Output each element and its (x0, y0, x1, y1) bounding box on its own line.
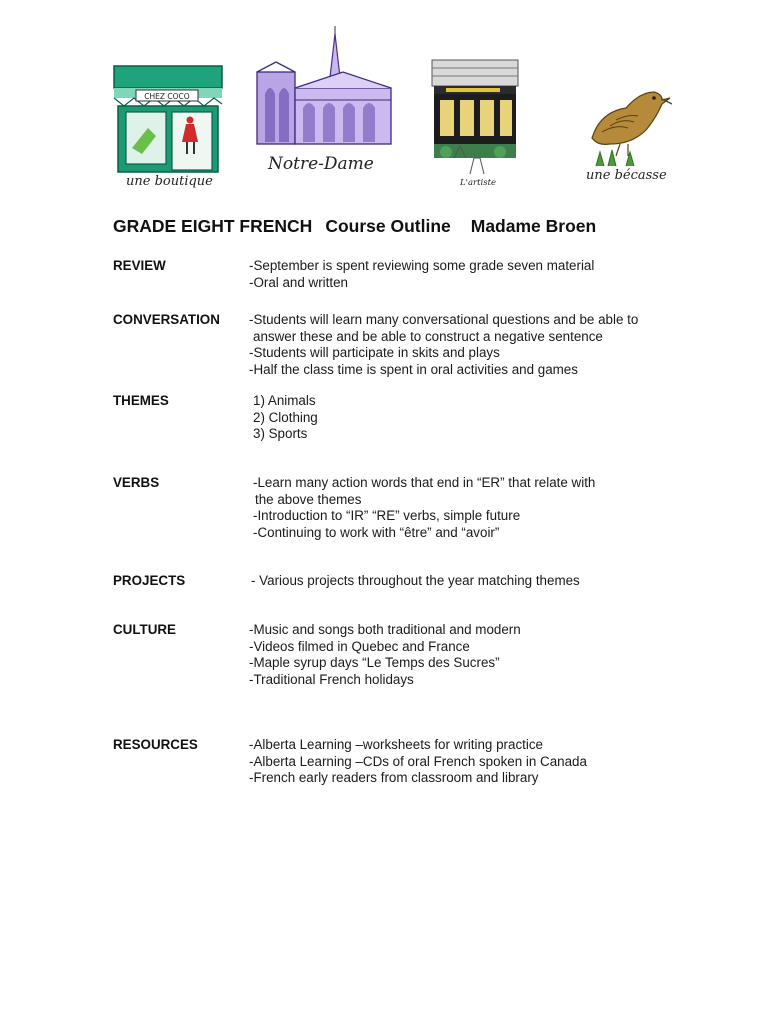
section-content-review (249, 258, 594, 291)
section-content-verbs (253, 475, 595, 541)
section-line: -Introduction to “IR” “RE” verbs, simple future (253, 508, 521, 524)
section-line: -Continuing to work with “être” and “avoir” (253, 524, 500, 540)
section-line: -Videos filmed in Quebec and France (249, 638, 470, 654)
section-line: -Music and songs both traditional and modern (249, 622, 521, 637)
section-line: 3) Sports (253, 426, 308, 442)
section-label-culture: CULTURE (113, 622, 176, 637)
section-line: -French early readers from classroom and library (249, 770, 539, 786)
section-label-review: REVIEW (113, 258, 166, 273)
section-line: -Oral and written (249, 274, 348, 290)
section-content-resources (249, 737, 587, 787)
section-line: -Alberta Learning –CDs of oral French spoken in Canada (249, 753, 587, 769)
boutique-caption: une boutique (126, 174, 213, 189)
document-title (113, 216, 713, 237)
section-line: -Learn many action words that end in “ER” that relate with (253, 475, 596, 490)
section-line: -Students will participate in skits and plays (249, 345, 500, 361)
section-label-resources: RESOURCES (113, 737, 198, 752)
section-line: -Traditional French holidays (249, 671, 414, 687)
becasse-illustration (582, 68, 672, 168)
section-line: -Half the class time is spent in oral activities and games (249, 361, 578, 377)
section-label-projects: PROJECTS (113, 573, 186, 588)
notre-dame-illustration (255, 24, 395, 152)
artiste-illustration (430, 58, 520, 176)
section-line: -September is spent reviewing some grade seven material (249, 258, 595, 273)
section-content-projects (251, 573, 580, 590)
boutique-sign: CHEZ COCO (144, 92, 190, 101)
section-line: -Maple syrup days “Le Temps des Sucres” (249, 655, 500, 671)
artiste-caption: L'artiste (460, 178, 497, 188)
section-content-culture (249, 622, 521, 688)
section-label-themes: THEMES (113, 393, 169, 408)
section-line: 1) Animals (253, 393, 316, 408)
notre-dame-caption: Notre-Dame (268, 154, 374, 174)
section-content-themes (253, 393, 318, 443)
boutique-illustration (112, 62, 224, 174)
course-title: GRADE EIGHT FRENCH (113, 216, 313, 236)
section-line: - Various projects throughout the year matching themes (251, 573, 580, 588)
becasse-caption: une bécasse (586, 168, 667, 183)
section-line: -Students will learn many conversational questions and be able to (249, 312, 639, 327)
section-label-verbs: VERBS (113, 475, 160, 490)
document-type: Course Outline (325, 216, 451, 236)
teacher-name: Madame Broen (470, 216, 597, 236)
section-label-conversation: CONVERSATION (113, 312, 220, 327)
section-content-conversation (249, 312, 638, 378)
section-line: answer these and be able to construct a negative sentence (253, 328, 603, 344)
section-line: -Alberta Learning –worksheets for writing practice (249, 737, 543, 752)
section-line: the above themes (255, 491, 362, 507)
section-line: 2) Clothing (253, 409, 318, 425)
